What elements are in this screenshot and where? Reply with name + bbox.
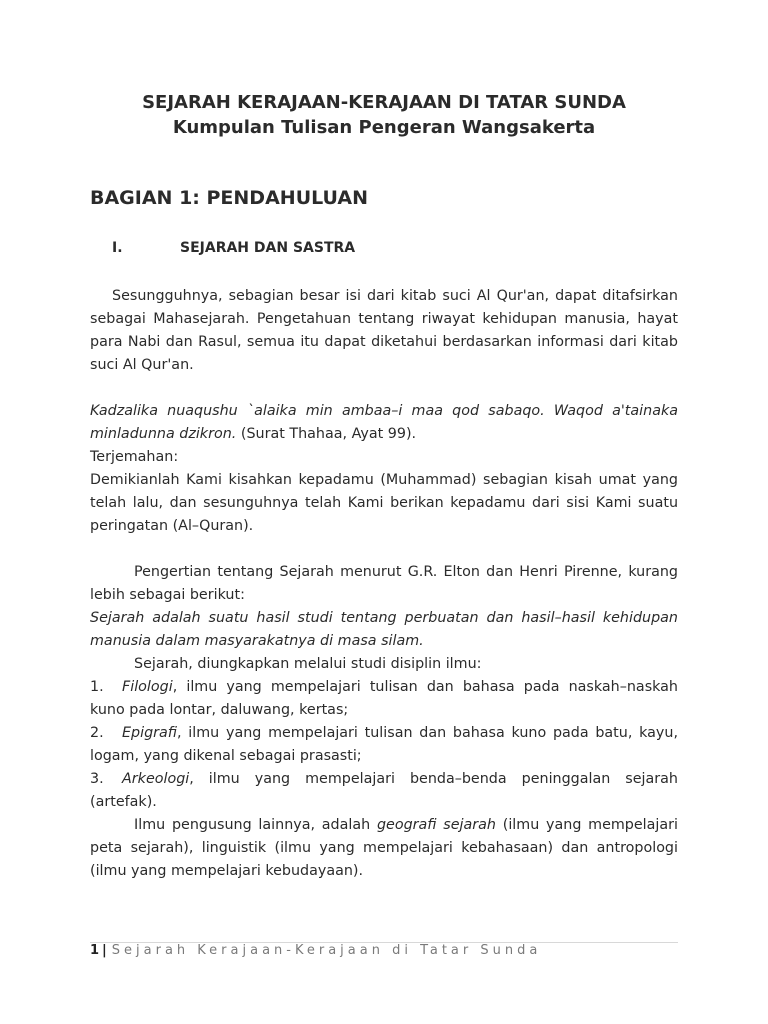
list-number: 3. <box>90 771 104 787</box>
verse-reference: (Surat Thahaa, Ayat 99). <box>236 426 417 442</box>
section-number: I. <box>112 240 123 256</box>
translation-text: Demikianlah Kami kisahkan kepadamu (Muhammad) sebagian kisah umat yang telah lalu, dan sesunguhnya telah Kami berikan kepadamu dari sisi Kami suatu peringatan (Al–Quran). <box>90 472 678 534</box>
list-text: , ilmu yang mempelajari benda–benda peninggalan sejarah (artefak). <box>90 771 678 810</box>
document-title: SEJARAH KERAJAAN-KERAJAAN DI TATAR SUNDA <box>142 92 626 113</box>
list-item <box>90 768 678 814</box>
body-text <box>90 285 678 883</box>
list-item <box>90 722 678 768</box>
paragraph-disciplines-intro: Sejarah, diungkapkan melalui studi disiplin ilmu: <box>134 656 482 672</box>
paragraph-intro: Sesungguhnya, sebagian besar isi dari kitab suci Al Qur'an, dapat ditafsirkan sebagai Mahasejarah. Pengetahuan tentang riwayat kehidupan manusia, hayat para Nabi dan Rasul, semua itu dapat diketahui berdasarkan informasi dari kitab suci Al Qur'an. <box>90 288 678 373</box>
list-text: , ilmu yang mempelajari tulisan dan bahasa pada naskah–naskah kuno pada lontar, daluwang, kertas; <box>90 679 678 718</box>
translation-label: Terjemahan: <box>90 449 179 465</box>
section-heading <box>90 240 355 256</box>
list-item <box>90 676 678 722</box>
page-footer <box>90 943 541 958</box>
definition-text: Sejarah adalah suatu hasil studi tentang perbuatan dan hasil–hasil kehidupan manusia dalam masyarakatnya di masa silam. <box>90 610 678 649</box>
running-title: Sejarah Kerajaan-Kerajaan di Tatar Sunda <box>111 943 542 958</box>
list-term: Filologi <box>122 679 173 695</box>
page-number: 1 <box>90 943 100 958</box>
paragraph-other-disciplines: Ilmu pengusung lainnya, adalah geografi sejarah (ilmu yang mempelajari peta sejarah), linguistik (ilmu yang mempelajari kebahasaan) dan antropologi (ilmu yang mempelajari kebudayaan). <box>90 817 678 879</box>
verse-paragraph <box>90 400 678 446</box>
document-subtitle: Kumpulan Tulisan Pengeran Wangsakerta <box>172 117 596 138</box>
list-term: Epigrafi <box>122 725 178 741</box>
part-heading: BAGIAN 1: PENDAHULUAN <box>90 187 368 209</box>
paragraph-definition-intro: Pengertian tentang Sejarah menurut G.R. Elton dan Henri Pirenne, kurang lebih sebagai berikut: <box>90 564 678 603</box>
verse-text: Kadzalika nuaqushu `alaika min ambaa–i maa qod sabaqo. Waqod a'tainaka minladunna dzikron. <box>90 403 678 442</box>
list-text: , ilmu yang mempelajari tulisan dan bahasa kuno pada batu, kayu, logam, yang dikenal sebagai prasasti; <box>90 725 678 764</box>
section-title: SEJARAH DAN SASTRA <box>180 240 356 256</box>
list-number: 2. <box>90 725 104 741</box>
list-term: Arkeologi <box>122 771 190 787</box>
list-number: 1. <box>90 679 104 695</box>
footer-separator: | <box>102 943 107 958</box>
